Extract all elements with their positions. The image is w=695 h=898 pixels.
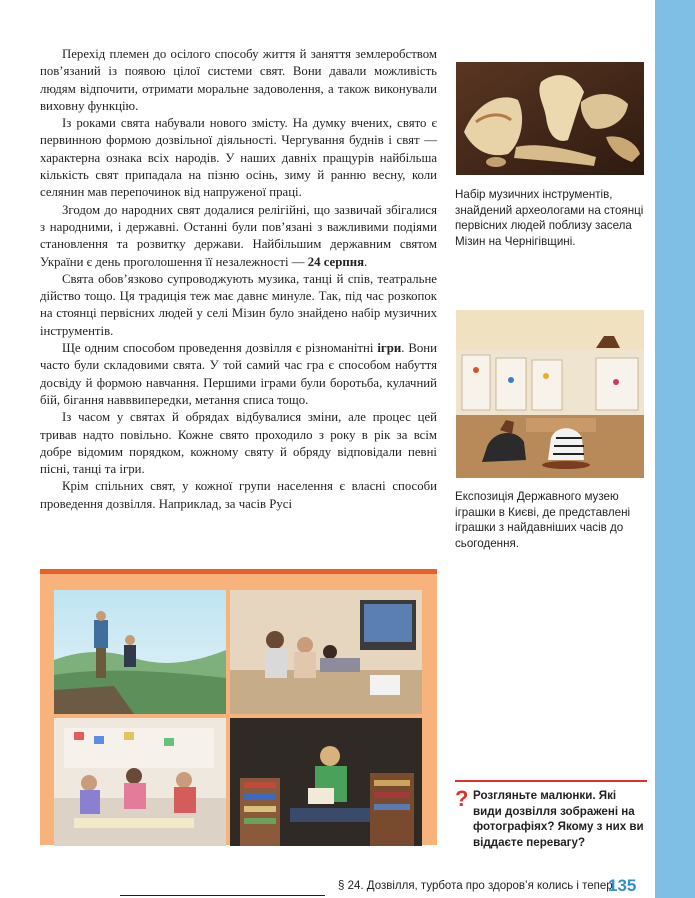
kids-drawing-photo <box>54 718 226 846</box>
family-tv-photo <box>230 590 422 714</box>
paragraph-6: Із часом у святах й обрядах відбувалися зміни, але процес цей тривав надто повільно. Кожне свято проходило з року в рік за всім добре відомим порядком, кожному святу й обряду відповідали певні пісні, танці та ігри. <box>40 410 437 477</box>
page-number: 135 <box>608 876 637 895</box>
paragraph-2: Із роками свята набували нового змісту. На думку вчених, свято є первинною формою дозвільної діяльності. Чергування буднів і свят — характерна ознака всіх народів. У наших давніх пращурів найбільша кількість свят припадала на пізню осінь, зиму й ранню весну, коли селянин мав перепочинок від напруженої праці. <box>40 116 437 200</box>
toy-museum-image <box>456 310 644 478</box>
question-text: Розгляньте малюнки. Які види дозвілля зображені на фотографіях? Якому з них ви віддаєте перевагу? <box>473 789 644 849</box>
independence-date: 24 серпня <box>307 254 365 269</box>
bone-instruments-image <box>456 62 644 175</box>
games-term: ігри <box>377 341 402 356</box>
hiking-photo <box>54 590 226 714</box>
paragraph-4: Свята обов’язково супроводжують музика, танці й спів, театральне дійство тощо. Ця традиція теж має давнє минуле. Так, під час розкопок на стоянці первісних людей у селі Мізин було знайдено набір музичних інструментів. <box>40 271 437 338</box>
footer-rule <box>120 895 325 896</box>
reading-books-photo <box>230 718 422 846</box>
leisure-photo-collage <box>40 569 437 845</box>
paragraph-7: Крім спільних свят, у кожної групи населення є власні способи проведення дозвілля. Наприклад, за часів Русі <box>40 479 437 511</box>
question-mark-icon: ? <box>455 786 469 811</box>
paragraph-3: Згодом до народних свят додалися релігійні, що зазвичай збігалися з народними, і державні. Останні були пов’язані з важливими подіями становлення та розвитку держави. Найбільшим державним святом України є день проголошення її незалежності — 24 серпня. <box>40 202 437 269</box>
page-footer <box>120 876 640 896</box>
paragraph-1: Перехід племен до осілого способу життя й заняття землеробством пов’язаний із появою цілої системи свят. Вони давали можливість людям відпочити, отримати моральне задоволення, а також виконували виховну функцію. <box>40 47 437 113</box>
page-edge-band <box>655 0 695 898</box>
museum-caption: Експозиція Державного музею іграшки в Києві, де представлені іграшки з найдавніших часів до сьогодення. <box>455 490 631 550</box>
main-text <box>40 46 437 513</box>
footer-section-title: § 24. Дозвілля, турбота про здоров’я колись і тепер <box>338 880 613 892</box>
instruments-caption: Набір музичних інструментів, знайдений археологами на стоянці первісних людей поблизу засела Мізин на Чернігівщині. <box>455 188 644 248</box>
paragraph-5: Ще одним способом проведення дозвілля є різноманітні ігри. Вони часто були складовими свята. У той самий час гра є способом набуття досвіду й формою навчання. Першими іграми були боротьба, кулачний бій, бігання навввипередки, метання списа тощо. <box>40 341 437 407</box>
question-box <box>455 780 647 850</box>
